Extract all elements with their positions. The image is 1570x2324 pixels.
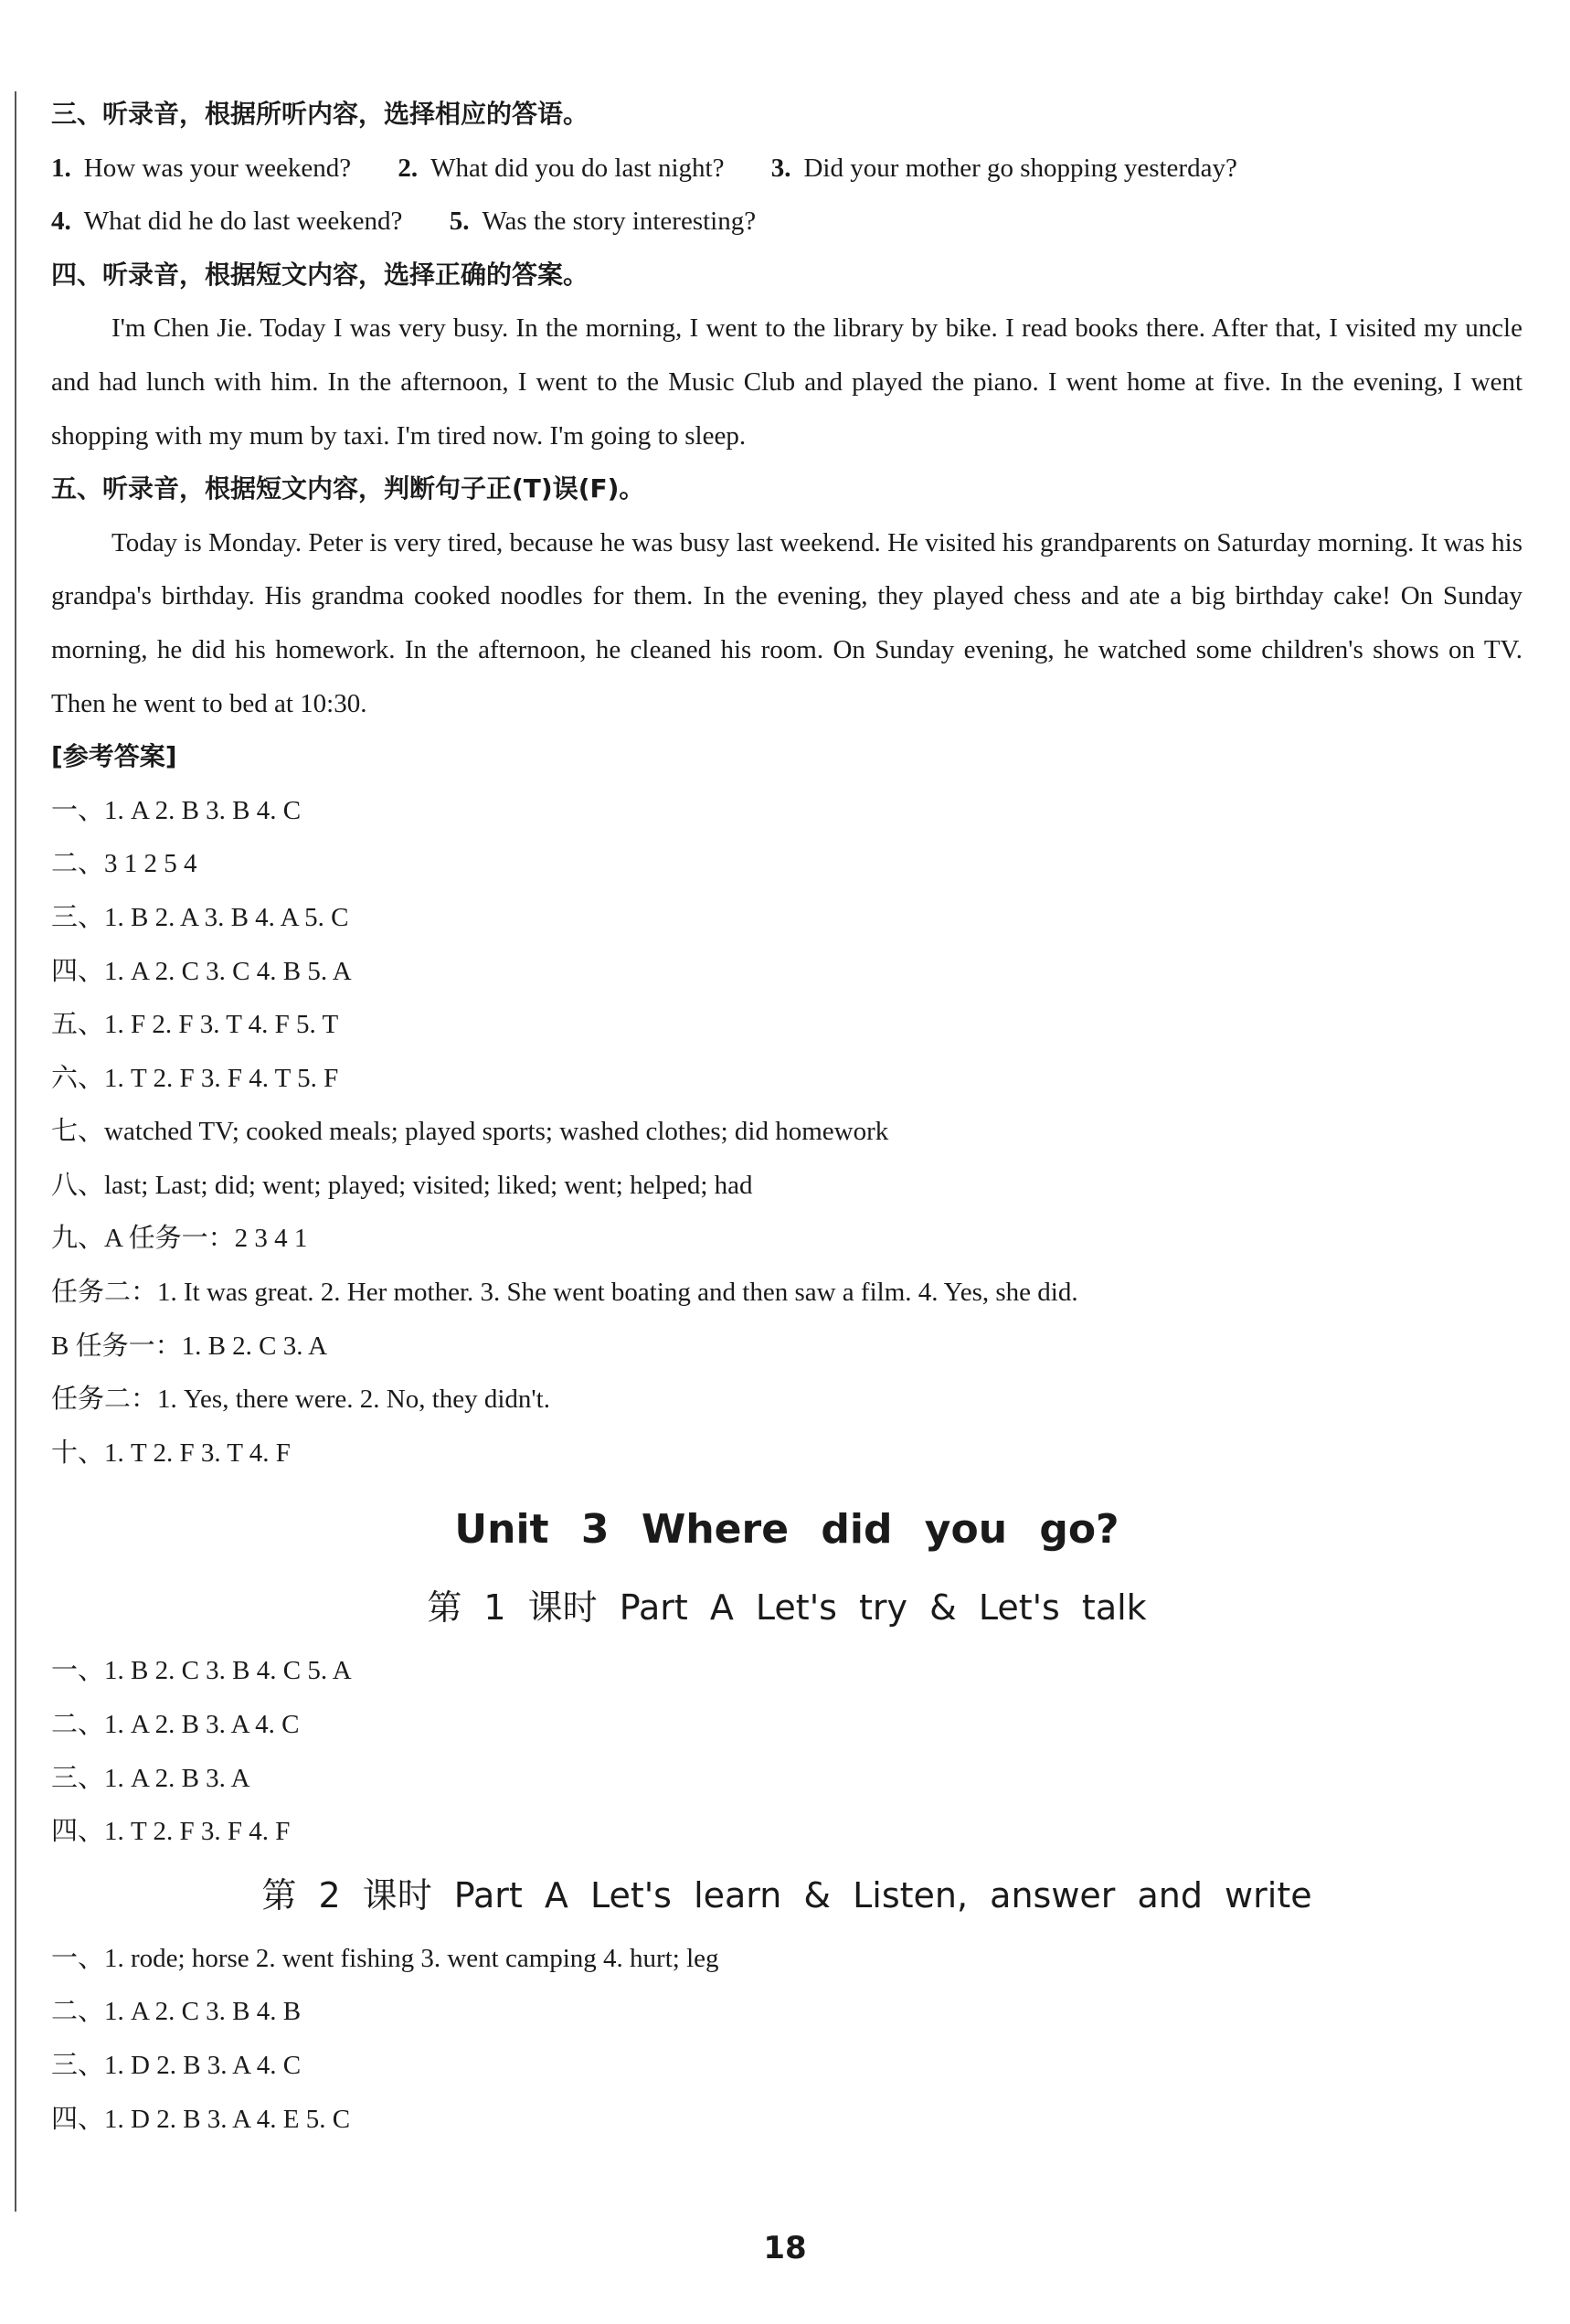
lesson2-answer-2: 二、1. A 2. C 3. B 4. B [51,1997,302,2027]
section4-heading: 四、听录音，根据短文内容，选择正确的答案。 [51,259,589,290]
answer-line-8: 八、last; Last; did; went; played; visited; liked; went; helped; had [51,1170,753,1200]
lesson2-answer-1: 一、1. rode; horse 2. went fishing 3. went camping 4. hurt; leg [51,1943,719,1973]
question-2: 2. What did you do last night? [398,153,725,183]
answer-line-9c: B 任务一：1. B 2. C 3. A [51,1331,328,1361]
question-3: 3. Did your mother go shopping yesterday? [770,153,1237,183]
question-1: 1. How was your weekend? [51,153,352,183]
answer-line-10: 十、1. T 2. F 3. T 4. F [51,1438,291,1468]
section3-heading: 三、听录音，根据所听内容，选择相应的答语。 [51,99,589,129]
lesson1-answer-3: 三、1. A 2. B 3. A [51,1763,250,1793]
lesson1-answer-4: 四、1. T 2. F 3. F 4. F [51,1817,291,1847]
answer-line-5: 五、1. F 2. F 3. T 4. F 5. T [51,1010,339,1040]
lesson1-answer-1: 一、1. B 2. C 3. B 4. C 5. A [51,1656,352,1686]
section5-passage: Today is Monday. Peter is very tired, because he was busy last weekend. He visited his grandparents on Saturday morning. It was his grandpa's birthday. His grandma cooked noodles for them. In the evening, they played chess and ate a big birthday cake! On Sunday morning, he did his homework. In the afternoon, he cleaned his room. On Sunday evening, he watched some children's shows on TV. Then he went to bed at 10:30. [51,527,1522,718]
answer-line-9d: 任务二：1. Yes, there were. 2. No, they didn't. [51,1385,550,1415]
section5-heading: 五、听录音，根据短文内容，判断句子正(T)误(F)。 [51,473,645,504]
answer-line-9b: 任务二：1. It was great. 2. Her mother. 3. She went boating and then saw a film. 4. Yes, she did. [51,1278,1078,1308]
lesson-1-title: 第 1 课时 Part A Let's try & Let's talk [427,1587,1147,1629]
unit-title: Unit 3 Where did you go? [454,1506,1119,1554]
answer-line-2: 二、3 1 2 5 4 [51,849,197,879]
section3-questions-row2 [51,195,1522,249]
answer-line-3: 三、1. B 2. A 3. B 4. A 5. C [51,902,349,932]
answer-line-6: 六、1. T 2. F 3. F 4. T 5. F [51,1063,339,1093]
lesson2-answer-3: 三、1. D 2. B 3. A 4. C [51,2051,302,2080]
question-4: 4. What did he do last weekend? [51,207,403,237]
section4-passage: I'm Chen Jie. Today I was very busy. In the morning, I went to the library by bike. I read books there. After that, I visited my uncle and had lunch with him. In the afternoon, I went to the Music Club and played the piano. I went home at five. In the evening, I went shopping with my mum by taxi. I'm tired now. I'm going to sleep. [51,313,1522,451]
page-number: 18 [763,2230,807,2266]
lesson1-answer-2: 二、1. A 2. B 3. A 4. C [51,1710,300,1740]
question-5: 5. Was the story interesting? [449,207,757,237]
lesson-2-title: 第 2 课时 Part A Let's learn & Listen, answer and write [261,1874,1312,1915]
margin-rule [15,91,16,2212]
answers-heading: [参考答案] [51,741,177,772]
answer-line-4: 四、1. A 2. C 3. C 4. B 5. A [51,956,352,986]
answer-line-1: 一、1. A 2. B 3. B 4. C [51,795,302,825]
section3-questions-row1 [51,142,1522,196]
lesson2-answer-4: 四、1. D 2. B 3. A 4. E 5. C [51,2104,351,2134]
answer-line-7: 七、watched TV; cooked meals; played sports; washed clothes; did homework [51,1117,889,1147]
page-content [51,88,1522,2146]
answer-line-9: 九、A 任务一：2 3 4 1 [51,1224,308,1254]
